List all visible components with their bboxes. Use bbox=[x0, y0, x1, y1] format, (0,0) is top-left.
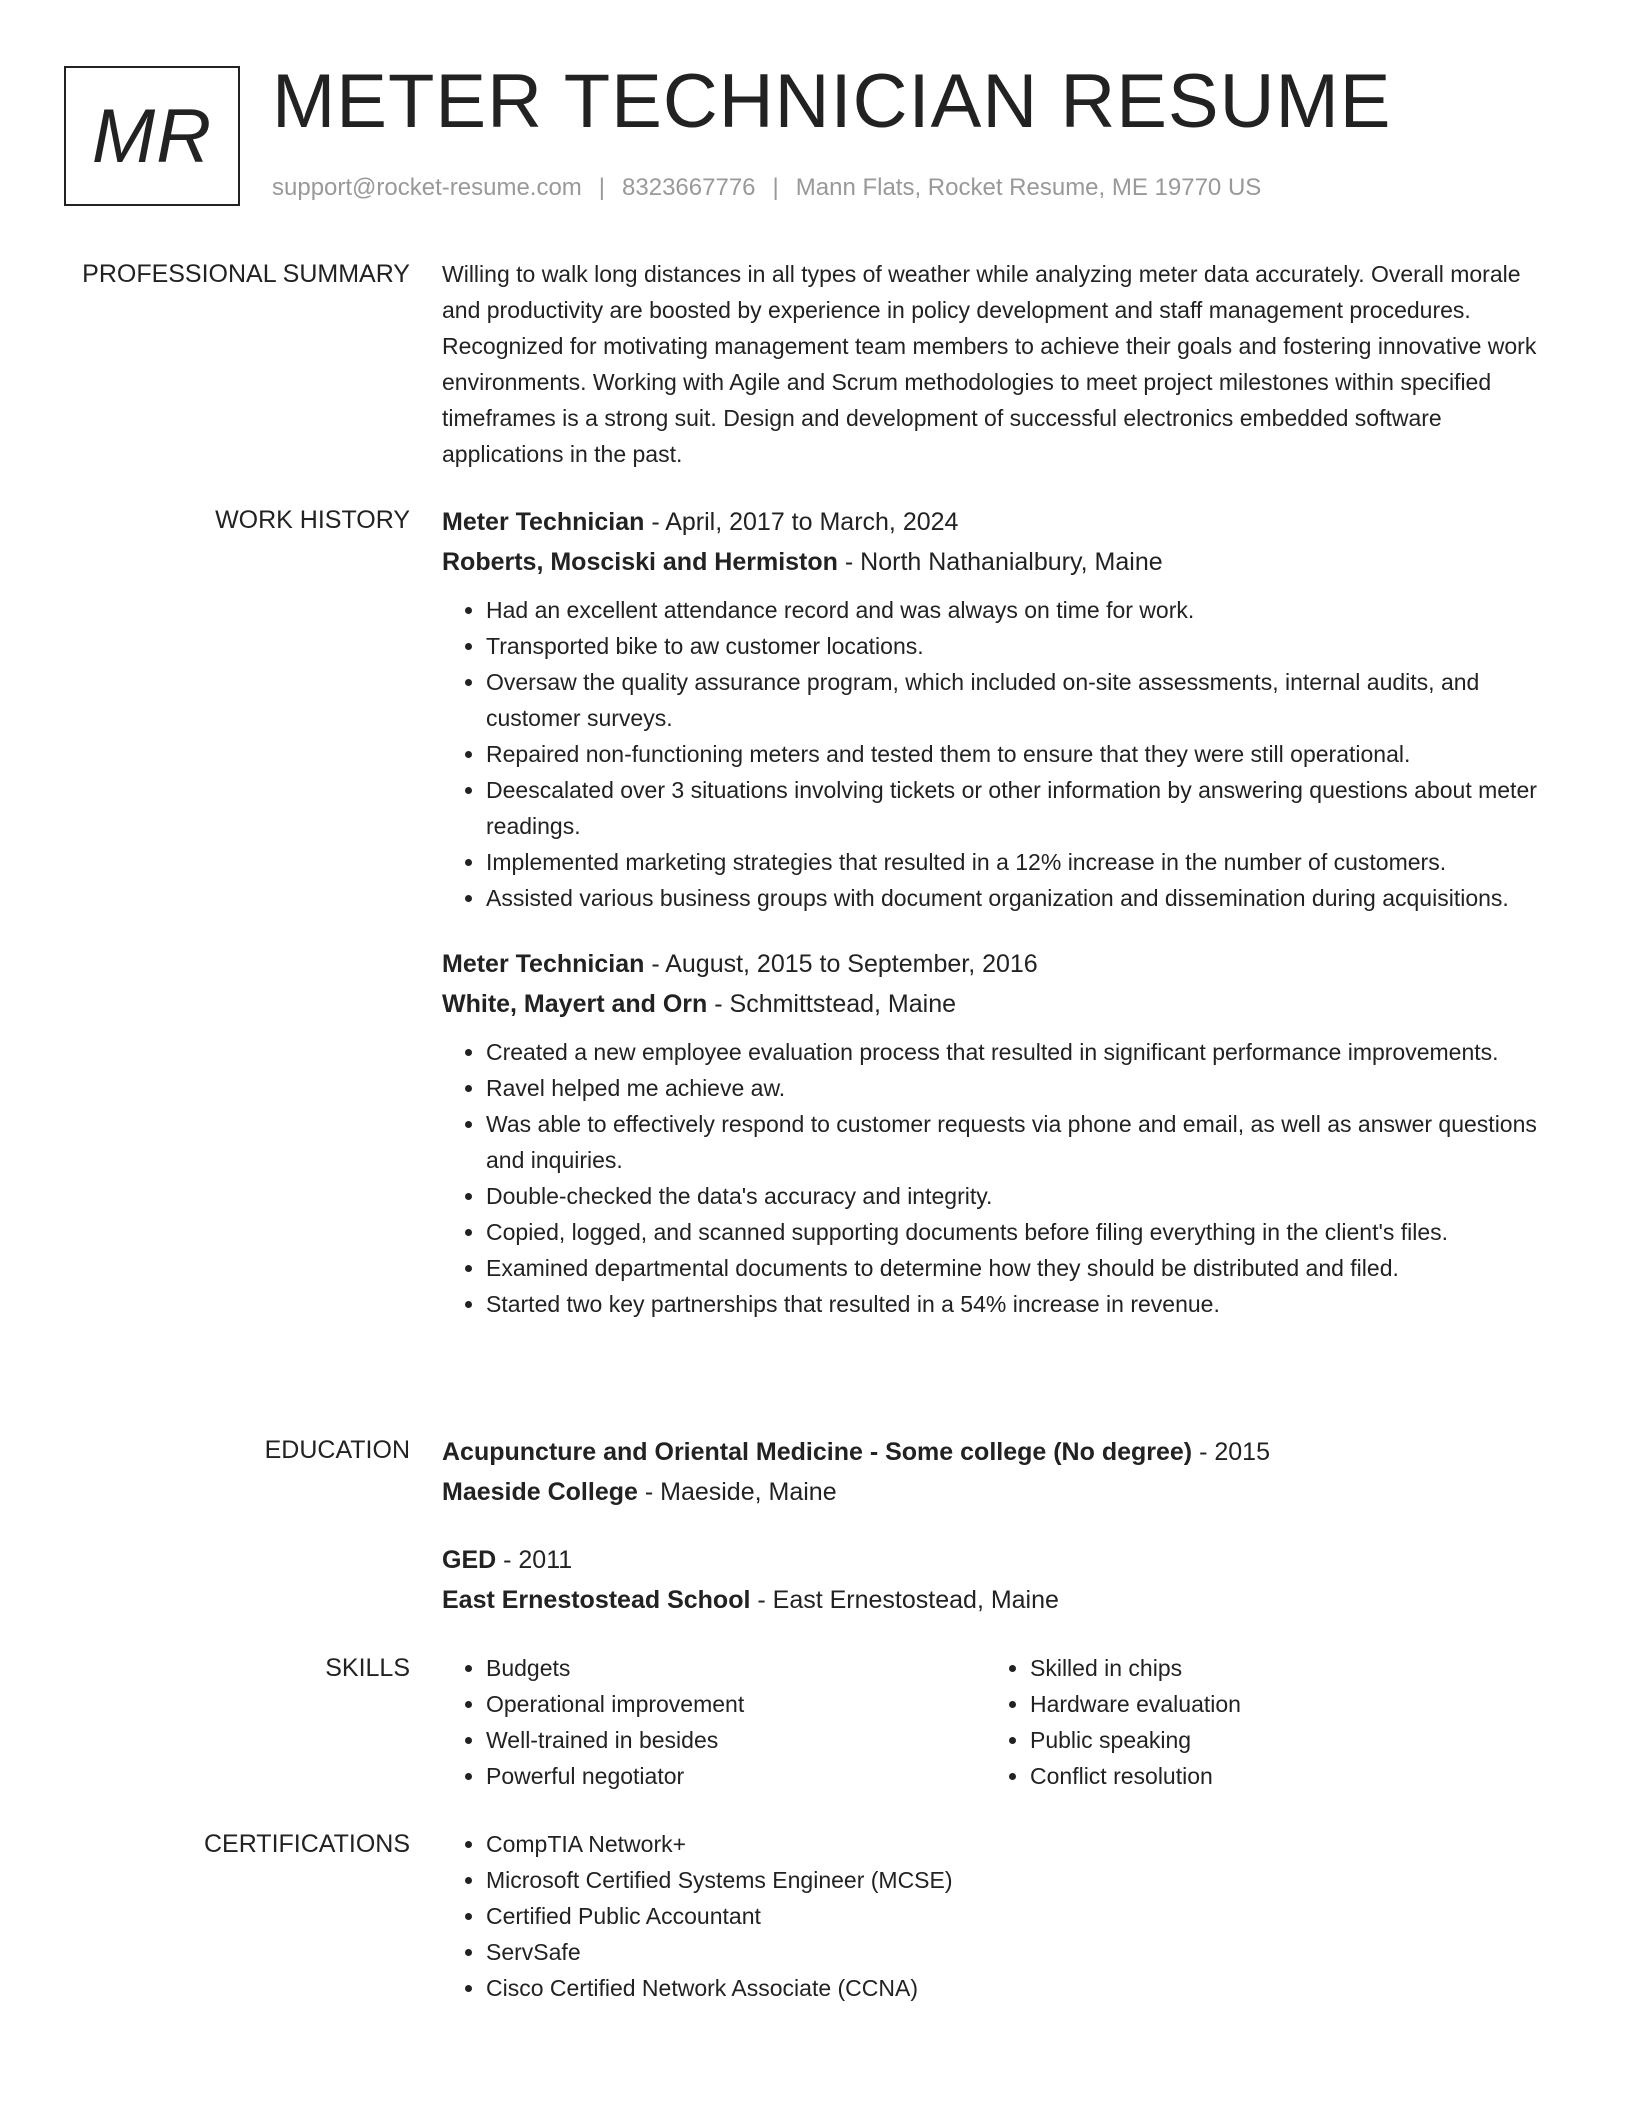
contact-email: support@rocket-resume.com bbox=[272, 174, 582, 201]
list-item: • Had an excellent attendance record and was always on time for work. bbox=[486, 592, 1552, 628]
list-item: • Ravel helped me achieve aw. bbox=[486, 1070, 1552, 1106]
summary-body bbox=[442, 256, 1552, 472]
contact-separator: | bbox=[598, 174, 606, 201]
list-item: • Well-trained in besides bbox=[486, 1722, 986, 1758]
list-item: • Budgets bbox=[486, 1650, 986, 1686]
list-item: • Created a new employee evaluation process that resulted in significant performance improvements. bbox=[486, 1034, 1552, 1070]
job-dates: - April, 2017 to March, 2024 bbox=[644, 508, 959, 536]
section-label-education: EDUCATION bbox=[264, 1436, 410, 1464]
monogram-box bbox=[64, 66, 240, 206]
list-item: • Oversaw the quality assurance program, which included on-site assessments, internal audits, and customer surveys. bbox=[486, 664, 1552, 736]
job-location: - Schmittstead, Maine bbox=[707, 990, 957, 1018]
section-label-skills: SKILLS bbox=[325, 1654, 410, 1682]
section-label-certifications: CERTIFICATIONS bbox=[203, 1830, 410, 1858]
job-title: Meter Technician bbox=[442, 950, 645, 978]
section-label-work-history: WORK HISTORY bbox=[215, 506, 410, 534]
list-item: • CompTIA Network+ bbox=[486, 1826, 1552, 1862]
list-item: • Implemented marketing strategies that resulted in a 12% increase in the number of customers. bbox=[486, 844, 1552, 880]
list-item: • Certified Public Accountant bbox=[486, 1898, 1552, 1934]
list-item: • Microsoft Certified Systems Engineer (MCSE) bbox=[486, 1862, 1552, 1898]
education-school-line bbox=[442, 1472, 1552, 1512]
job-company-line bbox=[442, 984, 1552, 1024]
education-year: - 2011 bbox=[496, 1546, 573, 1574]
list-item: • Hardware evaluation bbox=[1030, 1686, 1530, 1722]
job-entry bbox=[442, 944, 1552, 1322]
list-item: • Powerful negotiator bbox=[486, 1758, 986, 1794]
education-degree-line bbox=[442, 1432, 1552, 1472]
job-location: - North Nathanialbury, Maine bbox=[837, 548, 1163, 576]
contact-address: Mann Flats, Rocket Resume, ME 19770 US bbox=[795, 174, 1262, 201]
contact-separator: | bbox=[772, 174, 779, 201]
list-item: • Deescalated over 3 situations involving tickets or other information by answering questions about meter readings. bbox=[486, 772, 1552, 844]
job-company: Roberts, Mosciski and Hermiston bbox=[442, 548, 838, 576]
job-company-line bbox=[442, 542, 1552, 582]
summary-text: Willing to walk long distances in all types of weather while analyzing meter data accurately. Overall morale and productivity are boosted by experience in policy development and staff management procedures. Recognized for motivating management team members to achieve their goals and fostering innovative work environments. Working with Agile and Scrum methodologies to meet project milestones within specified timeframes is a strong suit. Design and development of successful electronics embedded software applications in the past. bbox=[442, 261, 1537, 467]
list-item: • Operational improvement bbox=[486, 1686, 986, 1722]
list-item: • Assisted various business groups with document organization and dissemination during acquisitions. bbox=[486, 880, 1552, 916]
monogram-initials: MR bbox=[91, 93, 213, 179]
skills-grid bbox=[442, 1650, 1552, 1794]
resume-title: METER TECHNICIAN RESUME bbox=[272, 59, 1392, 144]
job-title-line bbox=[442, 944, 1552, 984]
education-body bbox=[442, 1432, 1552, 1648]
list-item: • Public speaking bbox=[1030, 1722, 1530, 1758]
list-item: • Transported bike to aw customer locations. bbox=[486, 628, 1552, 664]
contact-line bbox=[272, 172, 1261, 204]
education-degree-line bbox=[442, 1540, 1552, 1580]
education-degree: Acupuncture and Oriental Medicine - Some college (No degree) bbox=[442, 1438, 1193, 1466]
education-location: - East Ernestostead, Maine bbox=[750, 1586, 1059, 1614]
education-school-line bbox=[442, 1580, 1552, 1620]
list-item: • Copied, logged, and scanned supporting documents before filing everything in the client's files. bbox=[486, 1214, 1552, 1250]
skills-body bbox=[442, 1650, 1552, 1794]
contact-phone: 8323667776 bbox=[622, 174, 756, 201]
skills-column-left bbox=[442, 1650, 986, 1794]
education-entry bbox=[442, 1540, 1552, 1620]
list-item: • ServSafe bbox=[486, 1934, 1552, 1970]
list-item: • Cisco Certified Network Associate (CCNA) bbox=[486, 1970, 1552, 2006]
skills-column-right bbox=[986, 1650, 1530, 1794]
education-location: - Maeside, Maine bbox=[637, 1478, 837, 1506]
job-dates: - August, 2015 to September, 2016 bbox=[644, 950, 1038, 978]
job-title-line bbox=[442, 502, 1552, 542]
education-school: Maeside College bbox=[442, 1478, 638, 1506]
education-entry bbox=[442, 1432, 1552, 1512]
certifications-list bbox=[442, 1826, 1552, 2006]
list-item: • Started two key partnerships that resulted in a 54% increase in revenue. bbox=[486, 1286, 1552, 1322]
list-item: • Conflict resolution bbox=[1030, 1758, 1530, 1794]
certifications-body bbox=[442, 1826, 1552, 2006]
section-label-summary: PROFESSIONAL SUMMARY bbox=[82, 260, 410, 288]
list-item: • Examined departmental documents to determine how they should be distributed and filed. bbox=[486, 1250, 1552, 1286]
job-company: White, Mayert and Orn bbox=[442, 990, 708, 1018]
list-item: • Repaired non-functioning meters and tested them to ensure that they were still operational. bbox=[486, 736, 1552, 772]
list-item: • Double-checked the data's accuracy and integrity. bbox=[486, 1178, 1552, 1214]
work-history-body bbox=[442, 502, 1552, 1350]
job-entry bbox=[442, 502, 1552, 916]
job-bullets bbox=[442, 1034, 1552, 1322]
list-item: • Skilled in chips bbox=[1030, 1650, 1530, 1686]
job-bullets bbox=[442, 592, 1552, 916]
education-school: East Ernestostead School bbox=[442, 1586, 751, 1614]
education-year: - 2015 bbox=[1192, 1438, 1270, 1466]
education-degree: GED bbox=[442, 1546, 497, 1574]
job-title: Meter Technician bbox=[442, 508, 645, 536]
list-item: • Was able to effectively respond to customer requests via phone and email, as well as answer questions and inquiries. bbox=[486, 1106, 1552, 1178]
